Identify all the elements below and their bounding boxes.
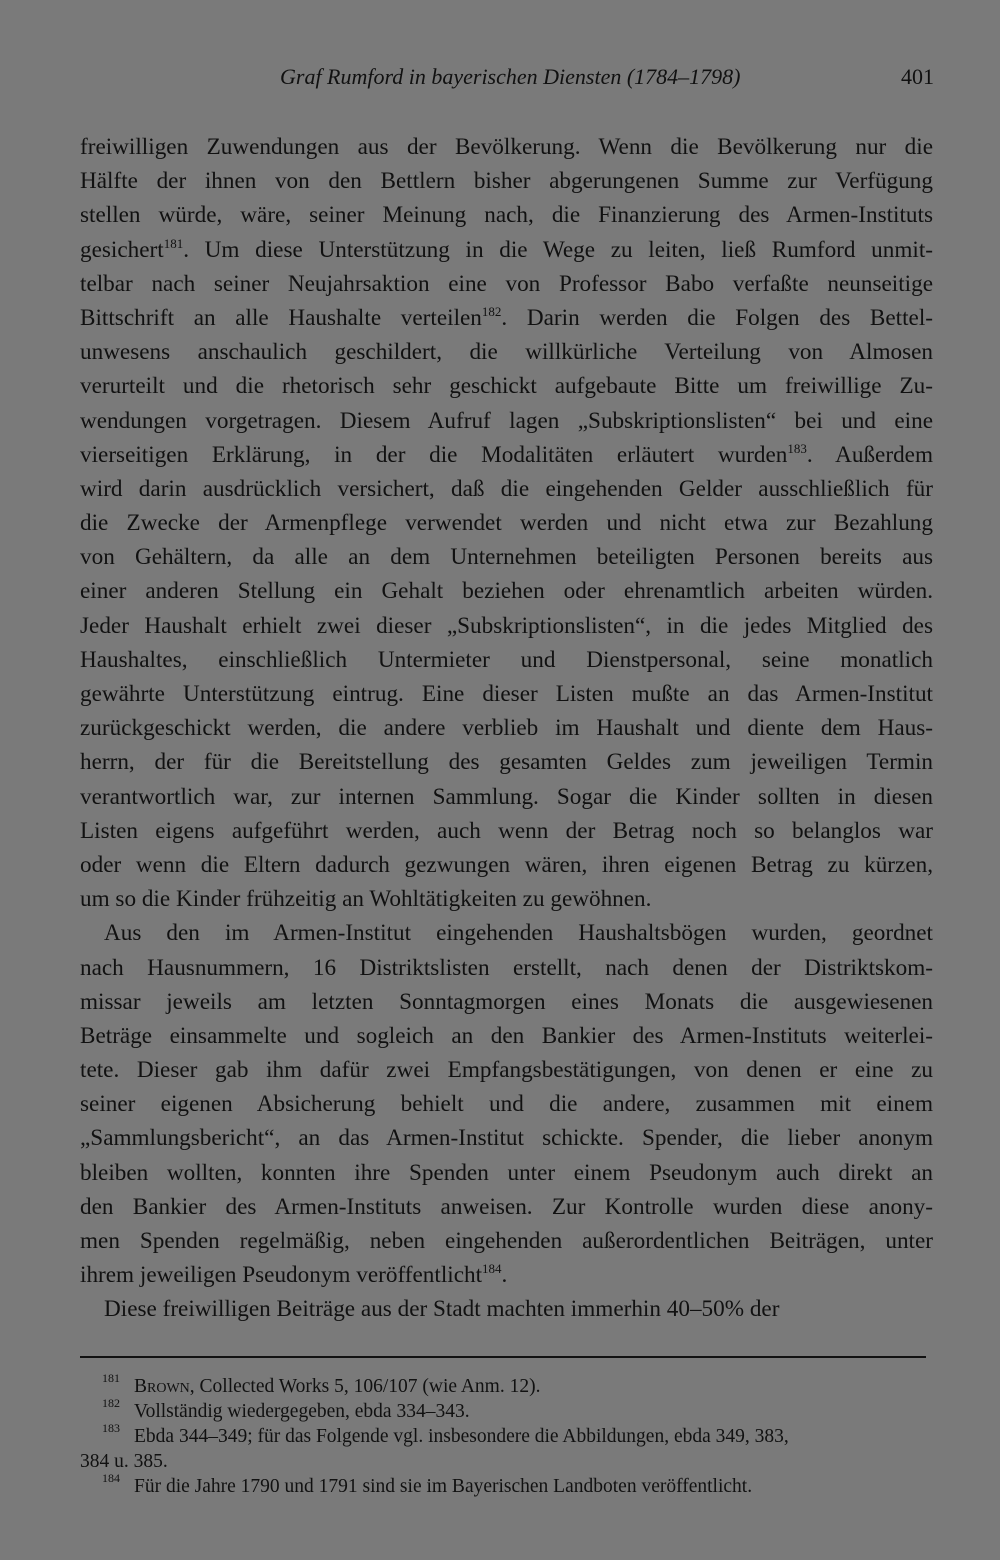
text-line: um so die Kinder frühzeitig an Wohltätigkeiten zu gewöhnen. — [80, 886, 652, 913]
text-line: missar jeweils am letzten Sonntagmorgen eines Monats die ausgewiesenen — [80, 988, 933, 1015]
footnotes — [80, 1371, 933, 1499]
text-line: Jeder Haushalt erhielt zwei dieser „Subskriptionslisten“, in die jedes Mitglied des — [80, 612, 933, 639]
text-line: die Zwecke der Armenpflege verwendet werden und nicht etwa zur Bezahlung — [80, 510, 933, 537]
text-line: men Spenden regelmäßig, neben eingehenden außerordentlichen Beiträgen, unter — [80, 1228, 933, 1254]
text-line: oder wenn die Eltern dadurch gezwungen wären, ihren eigenen Betrag zu kürzen, — [80, 851, 933, 878]
text-line: Listen eigens aufgeführt werden, auch wenn der Betrag noch so belanglos war — [80, 817, 933, 844]
text-line: freiwilligen Zuwendungen aus der Bevölkerung. Wenn die Bevölkerung nur die — [80, 134, 933, 160]
text-line: herrn, der für die Bereitstellung des gesamten Geldes zum jeweiligen Termin — [80, 749, 933, 776]
footnote-number: 182 — [102, 1396, 120, 1410]
text-line: einer anderen Stellung ein Gehalt beziehen oder ehrenamtlich arbeiten würden. — [80, 578, 933, 605]
text-line: tete. Dieser gab ihm dafür zwei Empfangsbestätigungen, von denen er eine zu — [80, 1057, 933, 1084]
text-line: ihrem jeweiligen Pseudonym veröffentlicht$^{184}$. — [80, 1261, 508, 1289]
text-line: stellen würde, wäre, seiner Meinung nach, die Finanzierung des Armen-Instituts — [80, 202, 933, 229]
body-text — [80, 130, 933, 1327]
footnote-ref[interactable]: 184 — [482, 1261, 502, 1277]
footnote-text: Für die Jahre 1790 und 1791 sind sie im Bayerischen Landboten veröffentlicht. — [134, 1476, 753, 1497]
footnote-separator — [80, 1356, 926, 1358]
text-line: wendungen vorgetragen. Diesem Aufruf lagen „Subskriptionslisten“ bei und eine — [80, 407, 933, 434]
text-line: telbar nach seiner Neujahrsaktion eine von Professor Babo verfaßte neunseitige — [80, 270, 933, 297]
text-line: verantwortlich war, zur internen Sammlung. Sogar die Kinder sollten in diesen — [80, 783, 933, 810]
text-line: „Sammlungsbericht“, an das Armen-Institut schickte. Spender, die lieber anonym — [80, 1125, 933, 1152]
text-line: unwesens anschaulich geschildert, die willkürliche Verteilung von Almosen — [80, 339, 933, 366]
footnote-number: 184 — [102, 1471, 120, 1485]
footnote-ref[interactable]: 181 — [163, 235, 184, 251]
text-line: Beträge einsammelte und sogleich an den Bankier des Armen-Instituts weiterlei- — [80, 1022, 933, 1049]
text-line: bleiben wollten, konnten ihre Spenden unter einem Pseudonym auch direkt an — [80, 1159, 933, 1186]
text-line: gewährte Unterstützung eintrug. Eine dieser Listen mußte an das Armen-Institut — [80, 681, 933, 707]
footnote-text: Vollständig wiedergegeben, ebda 334–343. — [134, 1401, 470, 1422]
text-line: zurückgeschickt werden, die andere verblieb im Haushalt und diente dem Haus- — [80, 715, 933, 742]
footnote-text: Brown, Collected Works 5, 106/107 (wie Anm. 12). — [134, 1376, 541, 1397]
footnote-ref[interactable]: 182 — [481, 303, 502, 319]
footnote-number: 183 — [102, 1421, 120, 1435]
text-line: Aus den im Armen-Institut eingehenden Haushaltsbögen wurden, geordnet — [104, 920, 933, 947]
text-line: von Gehältern, da alle an dem Unternehmen beteiligten Personen bereits aus — [80, 544, 933, 571]
footnote-ref[interactable]: 183 — [787, 440, 807, 456]
text-line: gesichert$^{181}$. Um diese Unterstützung in die Wege zu leiten, ließ Rumford unmit- — [80, 235, 933, 263]
page-number: 401 — [901, 64, 934, 89]
footnote-line — [80, 1421, 933, 1449]
footnote-line — [80, 1449, 933, 1474]
text-line: den Bankier des Armen-Instituts anweisen. Zur Kontrolle wurden diese anony- — [80, 1193, 933, 1220]
footnote-line — [80, 1471, 933, 1499]
text-line: verurteilt und die rhetorisch sehr geschickt aufgebaute Bitte um freiwillige Zu- — [80, 373, 933, 400]
footnote-line — [80, 1371, 933, 1399]
footnote-text: Ebda 344–349; für das Folgende vgl. insbesondere die Abbildungen, ebda 349, 383, — [134, 1426, 789, 1447]
footnote-number: 181 — [102, 1371, 120, 1385]
text-line: vierseitigen Erklärung, in der die Modalitäten erläutert wurden$^{183}$. Außerdem — [80, 440, 933, 468]
text-line: nach Hausnummern, 16 Distriktslisten erstellt, nach denen der Distriktskom- — [80, 954, 933, 981]
text-line: wird darin ausdrücklich versichert, daß die eingehenden Gelder ausschließlich für — [80, 475, 933, 502]
page-header — [80, 64, 934, 98]
text-line: Hälfte der ihnen von den Bettlern bisher abgerungenen Summe zur Verfügung — [80, 168, 933, 195]
footnote-line — [80, 1396, 933, 1424]
text-line: Diese freiwilligen Beiträge aus der Stadt machten immerhin 40–50% der — [104, 1296, 780, 1323]
text-line: Haushaltes, einschließlich Untermieter und Dienstpersonal, seine monatlich — [80, 646, 933, 673]
text-line: seiner eigenen Absicherung behielt und die andere, zusammen mit einem — [80, 1091, 933, 1118]
footnote-text: 384 u. 385. — [80, 1451, 168, 1472]
text-line: Bittschrift an alle Haushalte verteilen$^{182}$. Darin werden die Folgen des Bettel- — [80, 303, 934, 331]
running-title: Graf Rumford in bayerischen Diensten (1784–1798) — [280, 64, 741, 89]
